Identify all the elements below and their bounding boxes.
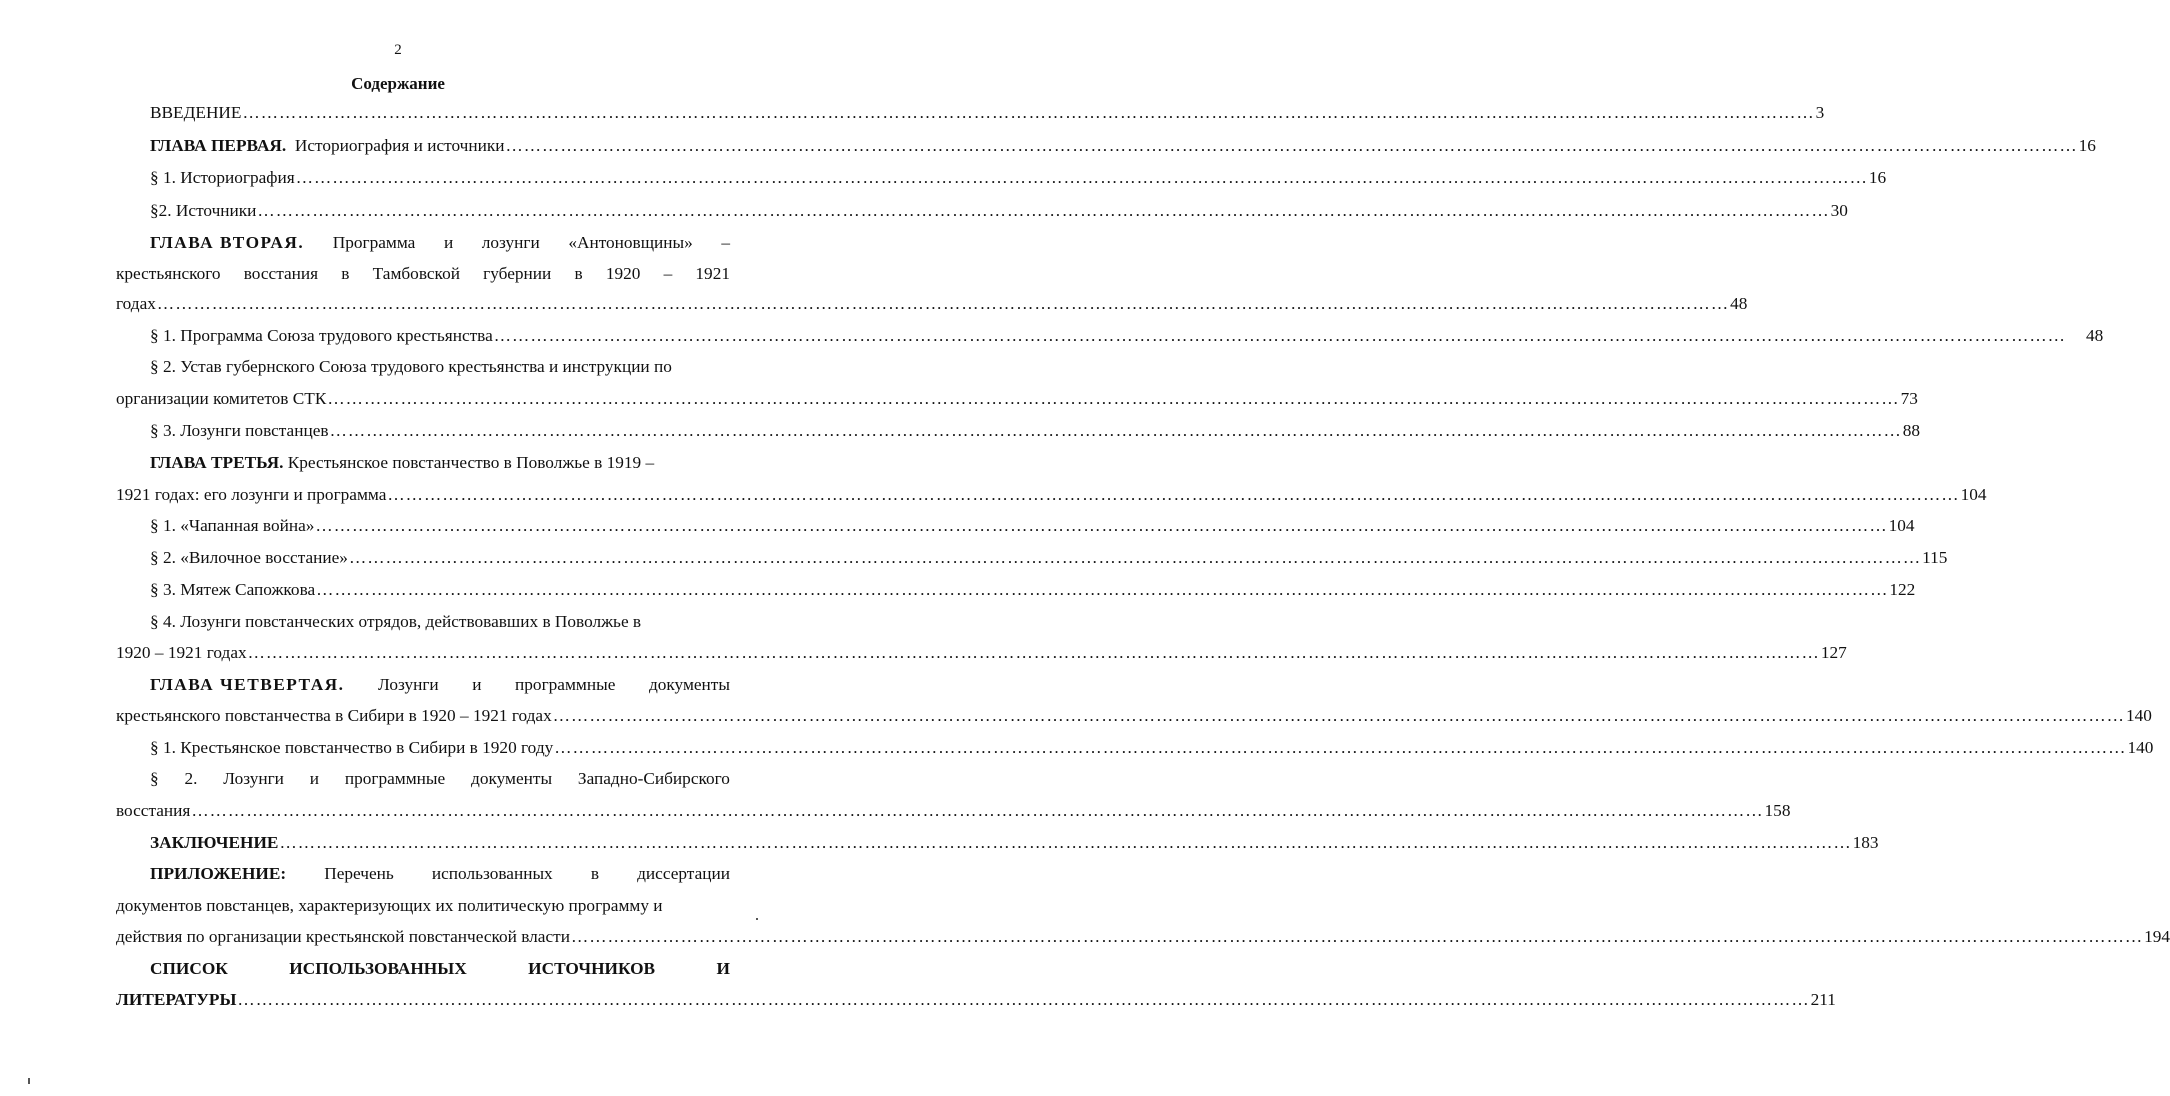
toc-entry-chapter-2-line-2: [116, 261, 730, 287]
dot-leader: ……………………………………………………………………………………………………………………………………………………………………………………………………………………………………: [279, 833, 1852, 852]
word: документы: [648, 675, 730, 694]
word: ИСПОЛЬЗОВАННЫХ: [289, 959, 467, 978]
word: –: [663, 264, 673, 283]
entry-title: § 1. «Чапанная война»: [150, 516, 315, 535]
toc-entry-bibliography-line-1[interactable]: [150, 956, 730, 982]
word: лозунги: [481, 233, 540, 252]
entry-page: 140: [2125, 706, 2152, 725]
dot-leader: ……………………………………………………………………………………………………………………………………………………………………………………………………………………………………: [570, 927, 2144, 946]
word: и: [309, 769, 320, 788]
entry-page: 73: [1900, 389, 1918, 408]
entry-page: 88: [1902, 421, 1921, 440]
chapter-heading: ГЛАВА ПЕРВАЯ.: [150, 136, 287, 155]
entry-title: 1920 – 1921 годах: [116, 643, 247, 662]
entry-title: крестьянского повстанчества в Сибири в 1920 – 1921 годах: [116, 706, 552, 725]
appendix-heading: ПРИЛОЖЕНИЕ:: [150, 864, 287, 883]
word: в: [590, 864, 599, 883]
word: §: [150, 769, 159, 788]
entry-page: 3: [1815, 103, 1825, 122]
word: СПИСОК: [150, 959, 228, 978]
toc-entry-appendix-line-1[interactable]: [150, 861, 730, 887]
dot-leader: ……………………………………………………………………………………………………………………………………………………………………………………………………………………………………: [493, 326, 2066, 345]
entry-title: §2. Источники: [150, 201, 257, 220]
dot-leader: ……………………………………………………………………………………………………………………………………………………………………………………………………………………………………: [552, 706, 2125, 725]
toc-entry-appendix-line-2: [116, 893, 730, 919]
entry-title: § 1. Программа Союза трудового крестьянства: [150, 326, 493, 345]
entry-title: годах: [116, 294, 156, 313]
word: в: [341, 264, 350, 283]
dot-leader: ……………………………………………………………………………………………………………………………………………………………………………………………………………………………………: [156, 294, 1730, 313]
entry-title: Историография и источники: [294, 136, 505, 155]
word: «Антоновщины»: [568, 233, 693, 252]
chapter-heading: ГЛАВА ВТОРАЯ.: [150, 233, 305, 252]
entry-page: 183: [1852, 833, 1879, 852]
entry-title: § 1. Крестьянское повстанчество в Сибири в 1920 году: [150, 738, 554, 757]
toc-entry-chapter-1[interactable]: [150, 133, 2096, 159]
toc-entry-chapter-2-section-2-line-1[interactable]: [150, 354, 730, 380]
dot-leader: ……………………………………………………………………………………………………………………………………………………………………………………………………………………………………: [505, 136, 2078, 155]
toc-entry-bibliography-line-2: [116, 987, 1836, 1013]
entry-title: 1921 годах: его лозунги и программа: [116, 485, 387, 504]
entry-title: § 3. Мятеж Сапожкова: [150, 580, 316, 599]
entry-title: § 2. «Вилочное восстание»: [150, 548, 348, 567]
toc-entry-chapter-3-section-4-line-1[interactable]: [150, 609, 730, 635]
entry-page: 140: [2127, 738, 2154, 757]
entry-page: 122: [1889, 580, 1916, 599]
entry-page: 211: [1810, 990, 1836, 1009]
entry-page: 16: [1868, 168, 1887, 187]
scan-mark: [28, 1078, 30, 1084]
dot-leader: ……………………………………………………………………………………………………………………………………………………………………………………………………………………………………: [242, 103, 1815, 122]
word: Перечень: [324, 864, 394, 883]
dot-leader: ……………………………………………………………………………………………………………………………………………………………………………………………………………………………………: [387, 485, 1960, 504]
toc-entry-chapter-2-section-1[interactable]: [150, 323, 2104, 349]
word: документы: [471, 769, 553, 788]
toc-entry-chapter-3-section-1[interactable]: [150, 513, 1915, 539]
page-number: 2: [394, 42, 402, 58]
word: и: [443, 233, 454, 252]
entry-page: 104: [1888, 516, 1915, 535]
dot-leader: ……………………………………………………………………………………………………………………………………………………………………………………………………………………………………: [316, 580, 1889, 599]
toc-entry-chapter-2-section-2-line-2: [116, 386, 1918, 412]
word: восстания: [243, 264, 319, 283]
dot-leader: ……………………………………………………………………………………………………………………………………………………………………………………………………………………………………: [237, 990, 1810, 1009]
word: Программа: [332, 233, 416, 252]
entry-title: § 1. Историография: [150, 168, 295, 187]
toc-entry-chapter-2-line-1[interactable]: [150, 230, 730, 256]
toc-entry-chapter-4-line-2: [116, 703, 2152, 729]
toc-entry-conclusion[interactable]: [150, 830, 1879, 856]
entry-page: 16: [2078, 136, 2096, 155]
toc-entry-chapter-1-section-1[interactable]: [150, 165, 1887, 191]
toc-entry-chapter-4-line-1[interactable]: [150, 672, 730, 698]
dot-leader: ……………………………………………………………………………………………………………………………………………………………………………………………………………………………………: [315, 516, 1888, 535]
page-title: Содержание: [351, 74, 445, 93]
toc-entry-introduction[interactable]: [150, 100, 1825, 126]
word: –: [721, 233, 730, 252]
entry-title: § 4. Лозунги повстанческих отрядов, действовавших в Поволжье в: [150, 612, 642, 631]
scan-speck: [756, 918, 758, 920]
entry-title: восстания: [116, 801, 191, 820]
word: в: [574, 264, 583, 283]
dot-leader: ……………………………………………………………………………………………………………………………………………………………………………………………………………………………………: [191, 801, 1764, 820]
chapter-heading: ГЛАВА ЧЕТВЕРТАЯ.: [150, 675, 345, 694]
entry-title: ВВЕДЕНИЕ: [150, 103, 242, 122]
dot-leader: ……………………………………………………………………………………………………………………………………………………………………………………………………………………………………: [295, 168, 1868, 187]
entry-page: 104: [1960, 485, 1987, 504]
word: Лозунги: [223, 769, 284, 788]
toc-entry-chapter-3-line-2: [116, 482, 1987, 508]
dot-leader: ……………………………………………………………………………………………………………………………………………………………………………………………………………………………………: [348, 548, 1922, 567]
toc-entry-chapter-2-section-3[interactable]: [150, 418, 1921, 444]
entry-title: Крестьянское повстанчество в Поволжье в 1919 –: [287, 453, 655, 472]
entry-page: 30: [1830, 201, 1848, 220]
word: и: [472, 675, 482, 694]
dot-leader: ……………………………………………………………………………………………………………………………………………………………………………………………………………………………………: [257, 201, 1830, 220]
toc-entry-chapter-3-section-3[interactable]: [150, 577, 1916, 603]
word: крестьянского: [116, 264, 221, 283]
word: губернии: [483, 264, 552, 283]
word: И: [716, 959, 730, 978]
word: Лозунги: [378, 675, 439, 694]
toc-entry-chapter-3-section-4-line-2: [116, 640, 1847, 666]
dot-leader: ……………………………………………………………………………………………………………………………………………………………………………………………………………………………………: [554, 738, 2127, 757]
entry-page: 48: [2085, 326, 2104, 345]
entry-page: 48: [1730, 294, 1748, 313]
dot-leader: ……………………………………………………………………………………………………………………………………………………………………………………………………………………………………: [247, 643, 1820, 662]
entry-title: организации комитетов СТК: [116, 389, 327, 408]
chapter-heading: ГЛАВА ТРЕТЬЯ.: [150, 453, 284, 472]
toc-entry-chapter-2-line-3: [116, 291, 1748, 317]
toc-entry-chapter-4-section-2-line-2: [116, 798, 1791, 824]
toc-entry-chapter-1-section-2[interactable]: [150, 198, 1848, 224]
word: Тамбовской: [372, 264, 460, 283]
toc-entry-appendix-line-3: [116, 924, 2170, 950]
word: 1921: [695, 264, 730, 283]
toc-entry-chapter-4-section-1[interactable]: [150, 735, 2154, 761]
toc-entry-chapter-4-section-2-line-1[interactable]: [150, 766, 730, 792]
word: Западно-Сибирского: [577, 769, 730, 788]
entry-title: документов повстанцев, характеризующих их политическую программу и: [116, 896, 663, 915]
word: диссертации: [637, 864, 730, 883]
word: 2.: [184, 769, 198, 788]
word: ИСТОЧНИКОВ: [528, 959, 656, 978]
entry-page: 158: [1764, 801, 1791, 820]
toc-entry-chapter-3-section-2[interactable]: [150, 545, 1948, 571]
dot-leader: ……………………………………………………………………………………………………………………………………………………………………………………………………………………………………: [329, 421, 1902, 440]
entry-title: ЛИТЕРАТУРЫ: [116, 990, 237, 1009]
entry-title: ЗАКЛЮЧЕНИЕ: [150, 833, 279, 852]
toc-entry-chapter-3-line-1[interactable]: [150, 450, 730, 476]
entry-title: действия по организации крестьянской повстанческой власти: [116, 927, 570, 946]
word: 1920: [605, 264, 641, 283]
entry-page: 194: [2144, 927, 2170, 946]
word: программные: [515, 675, 616, 694]
entry-page: 127: [1820, 643, 1847, 662]
dot-leader: ……………………………………………………………………………………………………………………………………………………………………………………………………………………………………: [327, 389, 1900, 408]
word: использованных: [431, 864, 553, 883]
word: программные: [344, 769, 446, 788]
entry-title: § 3. Лозунги повстанцев: [150, 421, 329, 440]
entry-page: 115: [1922, 548, 1948, 567]
entry-title: § 2. Устав губернского Союза трудового крестьянства и инструкции по: [150, 357, 672, 376]
